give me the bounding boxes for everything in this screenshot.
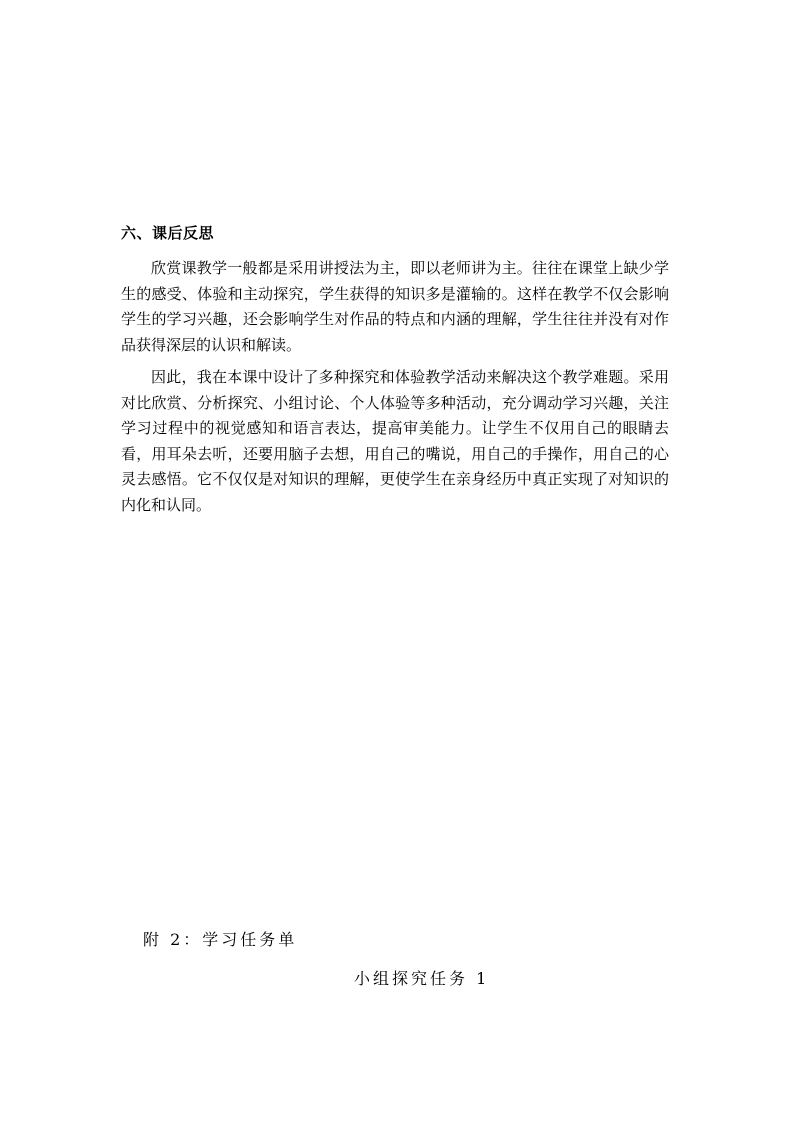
appendix-label: 附 2：学习任务单 [143,930,298,949]
reflection-paragraph-2: 因此，我在本课中设计了多种探究和体验教学活动来解决这个教学难题。采用对比欣赏、分析探究、小组讨论、个人体验等多种活动，充分调动学习兴趣，关注学习过程中的视觉感知和语言表达，提高审美能力。让学生不仅用自己的眼睛去看，用耳朵去听，还要用脑子去想，用自己的嘴说，用自己的手操作，用自己的心灵去感悟。它不仅仅是对知识的理解，更使学生在亲身经历中真正实现了对知识的内化和认同。 [121,368,669,514]
reflection-paragraph-1: 欣赏课教学一般都是采用讲授法为主，即以老师讲为主。往往在课堂上缺少学生的感受、体验和主动探究，学生获得的知识多是灌输的。这样在教学不仅会影响学生的学习兴趣，还会影响学生对作品的特点和内涵的理解，学生往往并没有对作品获得深层的认识和解读。 [121,259,669,354]
task-title: 小组探究任务 1 [354,969,490,988]
section-heading: 六、课后反思 [121,224,215,242]
